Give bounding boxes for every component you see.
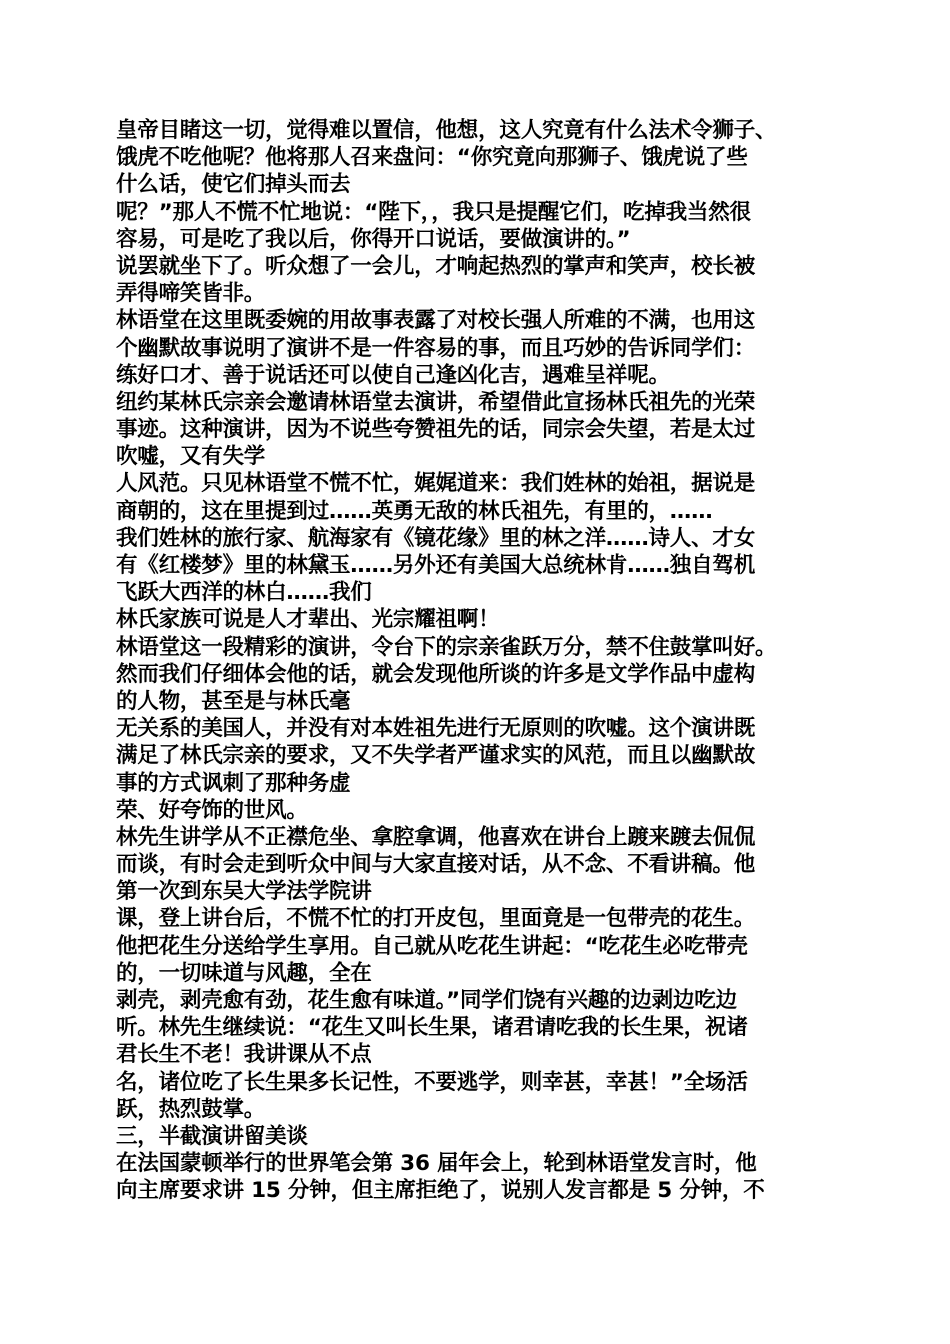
text-line: 事迹。这种演讲，因为不说些夸赞祖先的话，同宗会失望，若是太过 bbox=[116, 417, 756, 443]
text-line: 在法国蒙顿举行的世界笔会第 36 届年会上，轮到林语堂发言时，他 bbox=[116, 1151, 757, 1177]
text-line: 名，诸位吃了长生果多长记性，不要逃学，则幸甚，幸甚！”全场活 bbox=[116, 1069, 748, 1095]
text-line: 向主席要求讲 15 分钟，但主席拒绝了，说别人发言都是 5 分钟，不 bbox=[116, 1178, 765, 1204]
text-line: 飞跃大西洋的林白……我们 bbox=[116, 580, 372, 606]
text-line: 吹嘘，又有失学 bbox=[116, 444, 266, 470]
text-line: 呢？”那人不慌不忙地说：“陛下，，我只是提醒它们，吃掉我当然很 bbox=[116, 199, 751, 225]
text-line: 人风范。只见林语堂不慌不忙，娓娓道来：我们姓林的始祖，据说是 bbox=[116, 471, 756, 497]
text-line: 商朝的，这在里提到过……英勇无敌的林氏祖先，有里的，…… bbox=[116, 498, 713, 524]
text-line: 然而我们仔细体会他的话，就会发现他所谈的许多是文学作品中虚构 bbox=[116, 661, 756, 687]
text-line: 说罢就坐下了。听众想了一会儿，才响起热烈的掌声和笑声，校长被 bbox=[116, 253, 756, 279]
text-line: 君长生不老！我讲课从不点 bbox=[116, 1042, 372, 1068]
text-line: 林先生讲学从不正襟危坐、拿腔拿调，他喜欢在讲台上踱来踱去侃侃 bbox=[116, 824, 756, 850]
text-line: 他把花生分送给学生享用。自己就从吃花生讲起：“吃花生必吃带壳 bbox=[116, 933, 748, 959]
text-line: 课，登上讲台后，不慌不忙的打开皮包，里面竟是一包带壳的花生。 bbox=[116, 906, 756, 932]
text-line: 的，一切味道与风趣，全在 bbox=[116, 960, 372, 986]
text-line: 什么话，使它们掉头而去 bbox=[116, 172, 351, 198]
text-line: 而谈，有时会走到听众中间与大家直接对话，从不念、不看讲稿。他 bbox=[116, 852, 756, 878]
text-line: 有《红楼梦》里的林黛玉……另外还有美国大总统林肯……独自驾机 bbox=[116, 553, 756, 578]
text-line: 皇帝目睹这一切，觉得难以置信，他想，这人究竟有什么法术令狮子、 bbox=[116, 118, 777, 143]
text-line: 弄得啼笑皆非。 bbox=[116, 281, 266, 307]
text-line: 第一次到东吴大学法学院讲 bbox=[116, 879, 372, 905]
text-line: 林氏家族可说是人才辈出、光宗耀祖啊！ bbox=[116, 607, 500, 633]
text-line: 剥壳，剥壳愈有劲，花生愈有味道。”同学们饶有兴趣的边剥边吃边 bbox=[116, 988, 737, 1013]
text-line: 林语堂这一段精彩的演讲，令台下的宗亲雀跃万分，禁不住鼓掌叫好。 bbox=[116, 634, 777, 660]
text-line: 满足了林氏宗亲的要求，又不失学者严谨求实的风范，而且以幽默故 bbox=[116, 743, 756, 769]
text-line: 听。林先生继续说：“花生又叫长生果，诸君请吃我的长生果，祝诸 bbox=[116, 1015, 748, 1041]
text-line: 个幽默故事说明了演讲不是一件容易的事，而且巧妙的告诉同学们： bbox=[116, 335, 756, 361]
text-line: 纽约某林氏宗亲会邀请林语堂去演讲，希望借此宣扬林氏祖先的光荣 bbox=[116, 389, 756, 415]
text-line: 饿虎不吃他呢？他将那人召来盘问：“你究竟向那狮子、饿虎说了些 bbox=[116, 145, 748, 171]
text-line: 的人物，甚至是与林氏毫 bbox=[116, 688, 351, 714]
text-line: 容易，可是吃了我以后，你得开口说话，要做演讲的。” bbox=[116, 226, 631, 252]
section-heading: 三，半截演讲留美谈 bbox=[116, 1123, 308, 1149]
text-line: 林语堂在这里既委婉的用故事表露了对校长强人所难的不满，也用这 bbox=[116, 308, 756, 334]
text-line: 荣、好夸饰的世风。 bbox=[116, 797, 308, 823]
text-line: 跃，热烈鼓掌。 bbox=[116, 1096, 266, 1122]
text-line: 我们姓林的旅行家、航海家有《镜花缘》里的林之洋……诗人、才女 bbox=[116, 525, 756, 551]
text-line: 练好口才、善于说话还可以使自己逢凶化吉，遇难呈祥呢。 bbox=[116, 362, 670, 388]
text-line: 无关系的美国人，并没有对本姓祖先进行无原则的吹嘘。这个演讲既 bbox=[116, 716, 756, 742]
text-line: 事的方式讽刺了那种务虚 bbox=[116, 770, 351, 796]
document-body-text bbox=[116, 117, 856, 1205]
